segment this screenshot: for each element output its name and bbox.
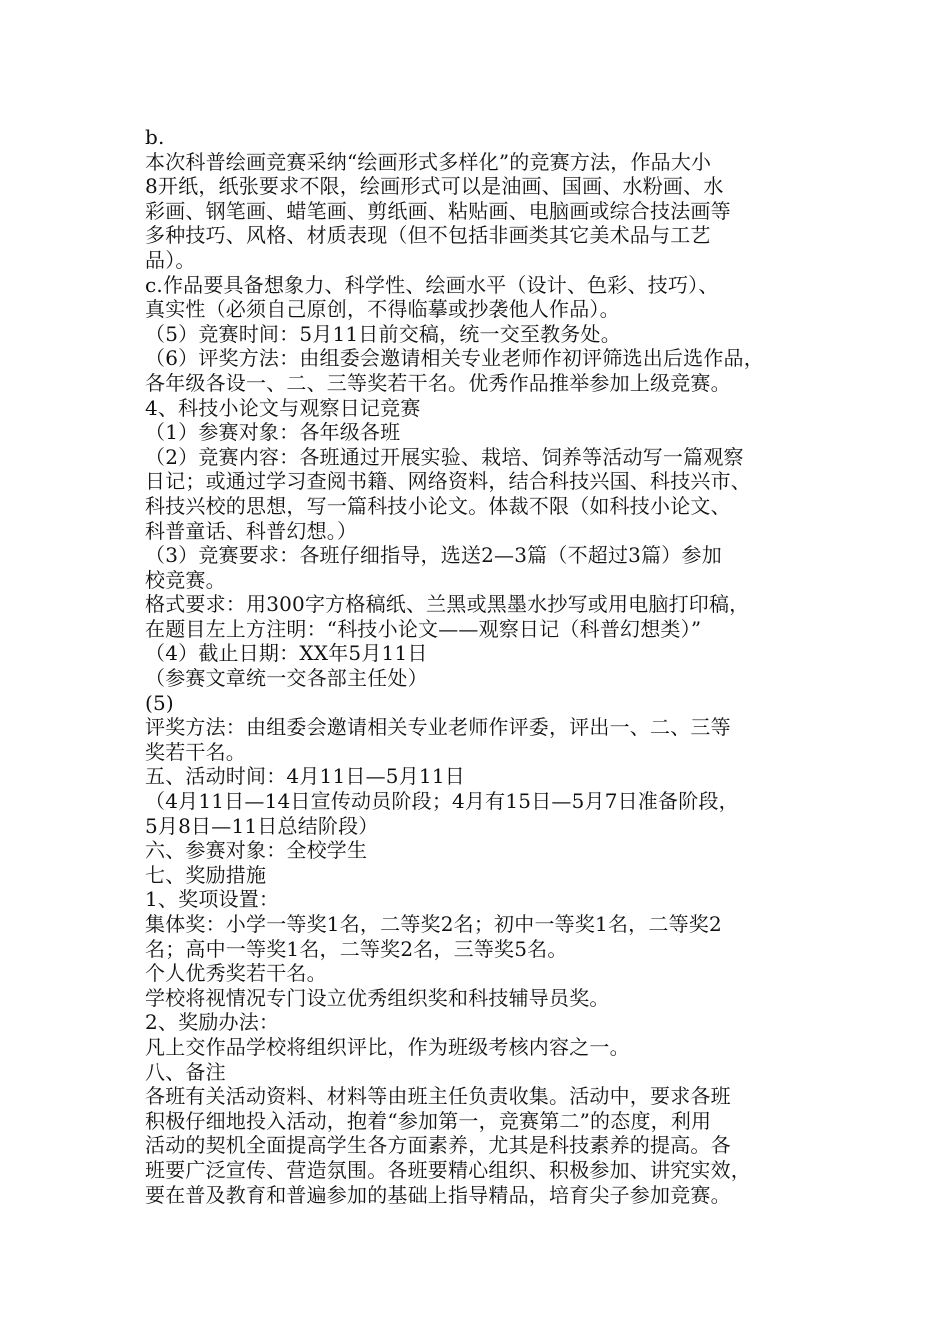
text-line: 各班有关活动资料、材料等由班主任负责收集。活动中，要求各班 — [145, 1084, 731, 1109]
text-line: 2、奖励办法： — [145, 1010, 280, 1035]
text-line: 5月8日—11日总结阶段） — [145, 813, 379, 838]
text-line: （1）参赛对象：各年级各班 — [145, 420, 401, 445]
text-line: 各年级各设一、二、三等奖若干名。优秀作品推举参加上级竞赛。 — [145, 370, 731, 395]
text-line: 集体奖：小学一等奖1名，二等奖2名；初中一等奖1名，二等奖2 — [145, 912, 722, 936]
text-line: （6）评奖方法：由组委会邀请相关专业老师作初评筛选出后选作品， — [145, 346, 764, 371]
text-line: 日记；或通过学习查阅书籍、网络资料，结合科技兴国、科技兴市、 — [145, 469, 751, 494]
text-line: 格式要求：用300字方格稿纸、兰黑或黑墨水抄写或用电脑打印稿， — [145, 592, 750, 617]
text-line: 多种技巧、风格、材质表现（但不包括非画类其它美术品与工艺 — [145, 223, 711, 248]
section-heading: 五、活动时间：4月11日—5月11日 — [145, 764, 465, 789]
section-heading: 六、参赛对象：全校学生 — [145, 838, 368, 863]
text-line: （5）竞赛时间：5月11日前交稿，统一交至教务处。 — [145, 321, 621, 346]
text-line: 积极仔细地投入活动，抱着“参加第一，竞赛第二”的态度，利用 — [145, 1108, 712, 1133]
text-line: 活动的契机全面提高学生各方面素养，尤其是科技素养的提高。各 — [145, 1133, 731, 1158]
text-line: 评奖方法：由组委会邀请相关专业老师作评委，评出一、二、三等 — [145, 715, 731, 740]
text-line: 个人优秀奖若干名。 — [145, 961, 327, 986]
section-heading: 七、奖励措施 — [145, 862, 267, 887]
text-line: （4）截止日期：XX年5月11日 — [145, 641, 428, 666]
text-line: b. — [145, 125, 165, 149]
text-line: 名；高中一等奖1名，二等奖2名，三等奖5名。 — [145, 936, 568, 961]
text-line: 1、奖项设置： — [145, 887, 280, 912]
text-line: 品）。 — [145, 247, 196, 272]
text-line: (5) — [145, 690, 174, 715]
text-line: 在题目左上方注明：“科技小论文——观察日记（科普幻想类）” — [145, 616, 702, 641]
text-line: 校竞赛。 — [145, 567, 226, 592]
document-body — [145, 125, 825, 1207]
text-line: 奖若干名。 — [145, 739, 246, 764]
text-line: c.作品要具备想象力、科学性、绘画水平（设计、色彩、技巧）、 — [145, 272, 719, 297]
section-heading: 八、备注 — [145, 1059, 226, 1084]
text-line: 科技兴校的思想，写一篇科技小论文。体裁不限（如科技小论文、 — [145, 493, 731, 518]
text-line: 班要广泛宣传、营造氛围。各班要精心组织、积极参加、讲究实效， — [145, 1157, 751, 1182]
text-line: 学校将视情况专门设立优秀组织奖和科技辅导员奖。 — [145, 985, 610, 1010]
text-line: 彩画、钢笔画、蜡笔画、剪纸画、粘贴画、电脑画或综合技法画等 — [145, 198, 731, 223]
text-line: 科普童话、科普幻想。） — [145, 518, 358, 543]
text-line: 凡上交作品学校将组织评比，作为班级考核内容之一。 — [145, 1034, 630, 1059]
text-line: （参赛文章统一交各部主任处） — [145, 666, 428, 691]
text-line: （4月11日—14日宣传动员阶段；4月有15日—5月7日准备阶段， — [145, 789, 739, 814]
text-line: 真实性（必须自己原创，不得临摹或抄袭他人作品）。 — [145, 297, 620, 322]
text-line: （3）竞赛要求：各班仔细指导，选送2—3篇（不超过3篇）参加 — [145, 543, 722, 568]
text-line: 要在普及教育和普遍参加的基础上指导精品，培育尖子参加竞赛。 — [145, 1182, 731, 1207]
text-line: 本次科普绘画竞赛采纳“绘画形式多样化”的竞赛方法，作品大小 — [145, 149, 712, 174]
text-line: 8开纸，纸张要求不限，绘画形式可以是油画、国画、水粉画、水 — [145, 174, 724, 199]
text-line: （2）竞赛内容：各班通过开展实验、栽培、饲养等活动写一篇观察 — [145, 444, 744, 469]
section-heading: 4、科技小论文与观察日记竞赛 — [145, 395, 421, 420]
